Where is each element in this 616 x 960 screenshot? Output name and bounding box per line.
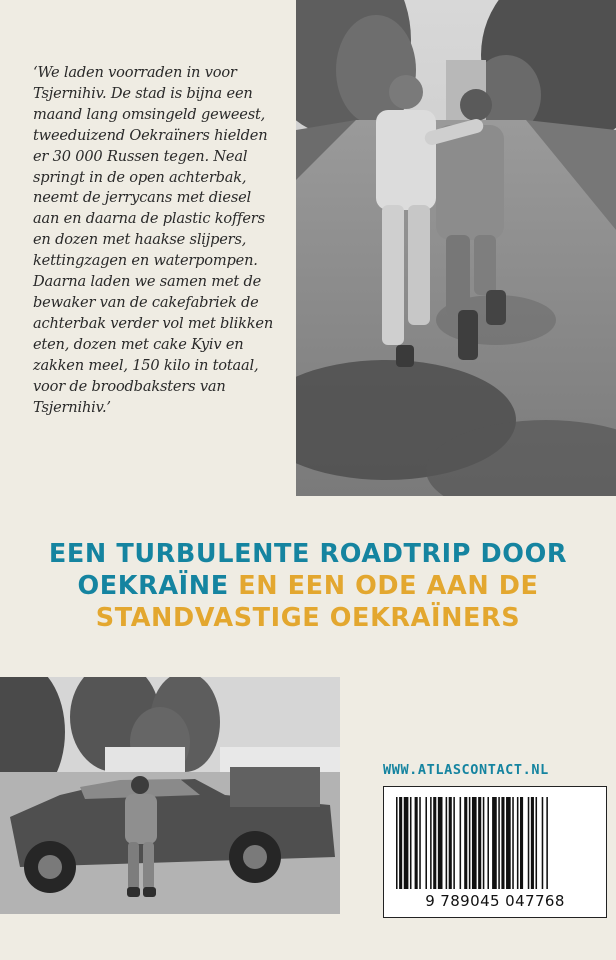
barcode-bar: [453, 797, 455, 889]
barcode-bar: [430, 797, 432, 889]
barcode-bars: [384, 793, 606, 893]
barcode-bar: [531, 797, 534, 889]
barcode-bar: [415, 797, 418, 889]
isbn-number: 9 789045 047768: [425, 892, 565, 910]
isbn-barcode: [383, 786, 607, 918]
barcode-bar: [483, 797, 485, 889]
quote-line: maand lang omsingeld geweest,: [33, 105, 266, 123]
quote-line: en dozen met haakse slijpers,: [33, 231, 247, 249]
barcode-bar: [410, 797, 412, 889]
tagline-line-3: STANDVASTIGE OEKRAÏNERS: [95, 603, 521, 633]
quote-line: bewaker van de cakefabriek de: [33, 293, 259, 311]
quote-line: Daarna laden we samen met de: [33, 273, 262, 291]
barcode-bar: [425, 797, 427, 889]
barcode-bar: [464, 797, 467, 889]
tagline-line-1: EEN TURBULENTE ROADTRIP DOOR: [48, 539, 568, 569]
barcode-bar: [404, 797, 409, 889]
barcode-bar: [419, 797, 421, 889]
quote-line: springt in de open achterbak,: [33, 168, 247, 186]
quote-line: zakken meel, 150 kilo in totaal,: [33, 356, 259, 374]
back-cover-quote: [33, 63, 295, 418]
barcode-bar: [478, 797, 481, 889]
tagline-ode: EN EEN ODE AAN DE: [228, 571, 539, 601]
barcode-bar: [506, 797, 511, 889]
publisher-website: WWW.ATLASCONTACT.NL: [383, 762, 549, 778]
tagline-country: OEKRAÏNE: [77, 571, 229, 601]
quote-line: eten, dozen met cake Kyiv en: [33, 335, 244, 353]
barcode-bar: [536, 797, 538, 889]
barcode-bar: [498, 797, 500, 889]
barcode-bar: [469, 797, 471, 889]
quote-line: ‘We laden voorraden in voor: [33, 64, 237, 81]
barcode-bar: [517, 797, 519, 889]
barcode-bar: [546, 797, 548, 889]
quote-line: Tsjernihiv. De stad is bijna een: [33, 84, 253, 102]
quote-line: achterbak verder vol met blikken: [33, 314, 274, 332]
barcode-bar: [520, 797, 523, 889]
barcode-bar: [396, 797, 398, 889]
quote-line: tweeduizend Oekraïners hielden: [33, 126, 268, 144]
photo-soldier-by-pickup-truck: [0, 677, 340, 914]
quote-line: aan en daarna de plastic koffers: [33, 210, 265, 228]
barcode-bar: [460, 797, 462, 889]
tagline-line-2: [0, 570, 616, 602]
quote-line: voor de broodbaksters van: [33, 377, 226, 395]
barcode-bar: [399, 797, 402, 889]
barcode-bar: [528, 797, 530, 889]
barcode-bar: [446, 797, 448, 889]
barcode-bar: [542, 797, 544, 889]
tagline: [0, 538, 616, 634]
barcode-bar: [487, 797, 489, 889]
quote-line: er 30 000 Russen tegen. Neal: [33, 147, 248, 165]
photo-two-men-walking: [296, 0, 616, 496]
barcode-bar: [501, 797, 504, 889]
barcode-bar: [512, 797, 514, 889]
quote-line: kettingzagen en waterpompen.: [33, 252, 258, 270]
barcode-bar: [472, 797, 477, 889]
barcode-bar: [492, 797, 497, 889]
barcode-bar: [433, 797, 436, 889]
quote-line: neemt de jerrycans met diesel: [33, 189, 252, 207]
quote-line: Tsjernihiv.’: [33, 398, 111, 416]
barcode-bar: [438, 797, 443, 889]
barcode-bar: [449, 797, 452, 889]
